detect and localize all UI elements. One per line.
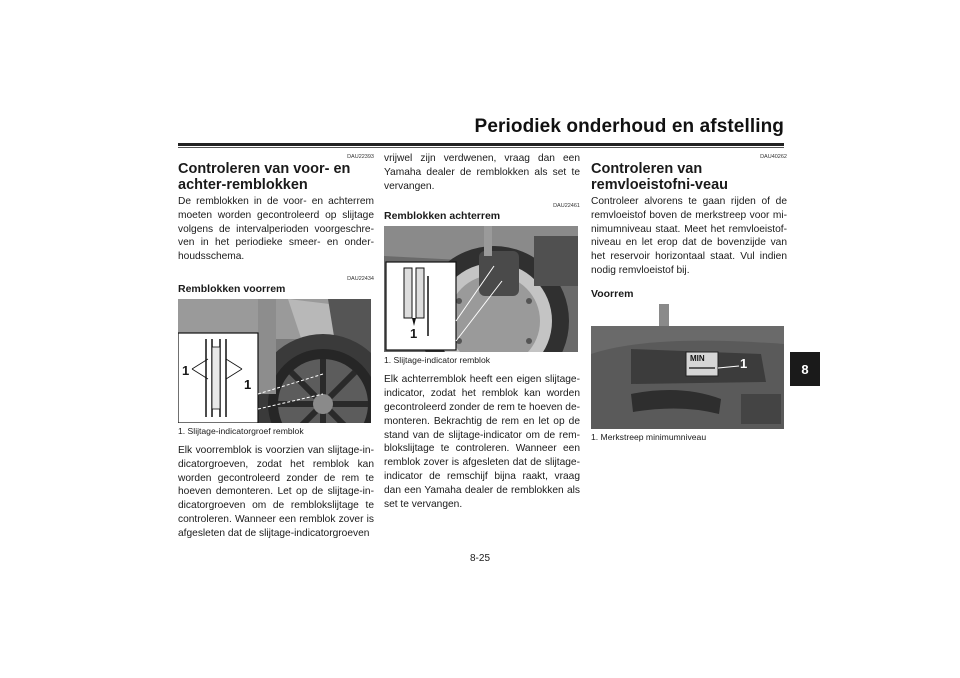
figure-label: 1 [740,355,748,371]
page-number: 8-25 [469,553,490,564]
intro-paragraph: De remblokken in de voor- en achterrem moeten worden gecontroleerd op slijtage volgens de intervalperioden voorgeschre-ven in het periodieke smeer- en onder-houdsschema. [178,196,374,263]
rear-brake-figure [384,226,578,352]
brake-fluid-paragraph: Controleer alvorens te gaan rijden of de remvloeistof boven de merkstreep voor mi-nimumniveau staat. Meet het remvloeistof-niveau en let erop dat de bovenzijde van het reservoir horizontaal staat. Vul indien nodig remvloeistof bij. [591,196,787,276]
header-rule [178,143,784,146]
subsection-code: DAU22434 [347,275,374,282]
rear-brake-paragraph: Elk achterremblok heeft een eigen slijtage-indicator, zodat het remblok kan worden gecontroleerd zonder de rem te hoeven de-monteren. Bekrachtig de rem en let op de stand van de slijtage-indicator om de rem-blokslijtage te controleren. Wanneer een remblok zover is afgesleten dat de slijtage-indicator de remschijf bijna raakt, vraag dan een Yamaha dealer de remblokken als set te vervangen. [384,374,580,510]
brake-fluid-reservoir-photo [591,304,784,429]
figure-label-right: 1 [244,376,252,392]
figure-label: 1 [410,326,418,342]
column-middle [384,152,580,511]
brake-fluid-caption: 1. Merkstreep minimumniveau [591,431,707,442]
section-code: DAU40262 [760,154,787,160]
subtitle-front-brake-pads: Remblokken voorrem [178,282,286,295]
min-mark-label: MIN [690,353,705,363]
header-rule-thin [178,147,784,148]
subtitle-front-brake: Voorrem [591,287,634,300]
figure-label-left: 1 [182,362,190,378]
front-brake-figure [178,299,371,423]
chapter-tab: 8 [790,352,820,386]
subsection-code: DAU22461 [553,203,580,210]
front-brake-paragraph: Elk voorremblok is voorzien van slijtage-in-dicatorgroeven, zodat het remblok kan worden gecontroleerd zonder de rem te hoeven demonteren. Let op de slijtage-in-dicatorgroeven om de remblokslijtage te controleren. Wanneer een remblok zover is afgesleten dat de slijtage-indicatorgroeven [178,444,374,539]
section-code: DAU22393 [347,154,374,160]
subtitle-rear-brake-pads: Remblokken achterrem [384,210,501,223]
column-left [178,152,374,541]
section-title-brake-pads: Controleren van voor- en achter-remblokken [178,161,351,193]
column-right [591,152,787,450]
front-brake-caption: 1. Slijtage-indicatorgroef remblok [178,425,304,436]
section-title-brake-fluid: Controleren van remvloeistofni-veau [591,161,728,193]
rear-brake-caption: 1. Slijtage-indicator remblok [384,355,491,366]
continuation-paragraph: vrijwel zijn verdwenen, vraag dan een Yamaha dealer de remblokken als set te vervangen. [384,153,580,192]
front-brake-photo [178,299,371,423]
brake-fluid-figure [591,304,784,429]
page-header-title: Periodiek onderhoud en afstelling [474,116,784,137]
